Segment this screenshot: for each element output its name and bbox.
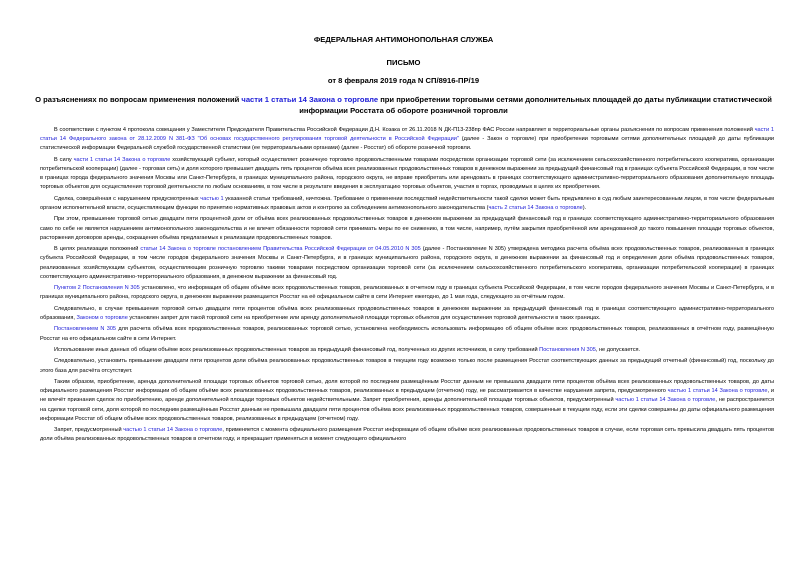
law-reference-link[interactable]: статьи 14 Закона о торговле постановлением Правительства Российской Федерации от 04.05.2010 N 305 <box>140 246 421 253</box>
paragraph-text: В силу <box>54 156 74 163</box>
law-reference-link[interactable]: Постановления N 305 <box>539 346 596 353</box>
paragraph-text: , не допускается. <box>595 346 641 353</box>
body-paragraph <box>40 325 774 343</box>
paragraph-text: установлен запрет для такой торговой сети на приобретение или аренду дополнительной площади торговых объектов для осуществления торговой деятельности в таких границах. <box>127 314 601 321</box>
paragraph-text: , не распространяется на сделки торговой сети, доля которой по последним размещённым Росстат данным не превышала двадцати пяти процентов объёма всех реализованных продовольственных товаров, совершенные в текущем году, если эти сделки совершены до даты официального размещения информации Росстат об общем объёме всех продовольственных товаров, реализованных в предыдущем (отчетном) году. <box>40 397 774 422</box>
law-reference-link[interactable]: Пунктом 2 Постановления N 305 <box>54 285 140 292</box>
law-reference-link[interactable]: частью 1 <box>200 195 224 202</box>
law-reference-link[interactable]: Постановлением N 305 <box>54 326 117 333</box>
law-reference-link[interactable]: части 1 статьи 14 Федерального закона от 28.12.2009 N 381-ФЗ "Об основах государственного регулирования торговой деятельности в Российской Федерации" <box>40 127 774 143</box>
paragraph-text: (далее - Закон о торговле) при приобретении торговыми сетями дополнительных площадей до даты публикации статистической информации Федеральной службой государственной статистики (ее территориальными органами) (далее - Росстат) об обороте розничной торговли. <box>40 136 774 152</box>
paragraph-text: В соответствии с пунктом 4 протокола совещания у Заместителя Председателя Правительства Российской Федерации Д.Н. Козака от 26.11.2018 N ДК-П13-238пр ФАС России направляет в территориальные органы разъяснения по вопросам применения положений <box>54 127 755 133</box>
paragraph-text: В целях реализации положений <box>54 246 141 253</box>
document-date: от 8 февраля 2019 года N СП/8916-ПР/19 <box>327 76 480 85</box>
paragraph-text: установлено, что информация об общем объёме всех продовольственных товаров, реализованных в отчетном году в границах субъекта Российской Федерации, в том числе городов федерального значения Москвы и Санкт-Петербурга, и в границах муниципального района, городского округа, в денежном выражении размещается Росстат на её официальном сайте в сети Интернет ежегодно, до 1 мая года, следующего за отчётным годом. <box>40 285 774 301</box>
paragraph-text: , и не влечёт признания сделок по приобретению, аренде дополнительной площади торговых объектов недействительными. Запрет приобретения, аренды дополнительной площади торговых объектов, предусмотренный <box>40 388 775 404</box>
paragraph-text: для расчета объёма всех продовольственных товаров, реализованных торговой сетью, установлена необходимость использовать информацию об общем объёме всех продовольственных товаров, реализованных в отчётном году, размещённую Росстат на его официальном сайте в сети Интернет. <box>40 326 774 342</box>
body-paragraph <box>40 126 774 154</box>
body-paragraph <box>40 357 774 375</box>
body-paragraph <box>40 346 774 355</box>
agency-name: ФЕДЕРАЛЬНАЯ АНТИМОНОПОЛЬНАЯ СЛУЖБА <box>313 35 494 44</box>
paragraph-text: указанной статьи требований, ничтожна. Требование о применении последствий недействительности такой сделки может быть предъявлено в суд любым заинтересованным лицом, в том числе федеральным органом исполнительной власти, осуществляющим функции по принятию нормативных правовых актов и контролю за соблюдением антимонопольного законодательства ( <box>40 195 774 211</box>
body-paragraph <box>40 426 774 444</box>
paragraph-text: Следовательно, установить превышение двадцати пяти процентов доли объёма реализованных продовольственных товаров в текущем году возможно только после размещения Росстат соответствующих данных за предыдущий отчетный (финансовый) год, поскольку до этого база для расчёта отсутствует. <box>40 358 774 374</box>
paragraph-text: , применяется с момента официального размещения Росстат информации об общем объёме всех реализованных продовольственных товаров в случае, если торговая сеть превысила двадцать пять процентов доли объёма реализованных продовольственных товаров в отчетном году, и прекращает применяться в момент следующего официального <box>40 427 774 443</box>
paragraph-text: Таким образом, приобретение, аренда дополнительной площади торговых объектов торговой сетью, доля которой по последним размещённым Росстат данным не превышала двадцати пяти процентов объёма всех реализованных продовольственных товаров, до даты официального размещения Росстат информации об общем объёме всех реализованных продовольственных товаров, реализованных в предыдущем (отчетном) году, не рассматривается в качестве нарушения запрета, предусмотренного <box>40 378 774 395</box>
paragraph-text: При этом, превышение торговой сетью двадцати пяти процентной доли от объёма всех реализованных продовольственных товаров в денежном выражении за предыдущий финансовый год в границах соответствующего административно-территориального образования само по себе не является нарушением антимонопольного законодательства и не влечет обязанности торговой сети принимать меры по ее снижению, в том числе, например, путём закрытия приобретённой или арендованной до такого повышения площади торговых объектов, расторжения договоров аренды, сокращения объёма предлагаемых к реализации продовольственных товаров. <box>40 216 774 241</box>
paragraph-text: Использование иных данных об общем объёме всех реализованных продовольственных товаров за предыдущий финансовый год, полученных из других источников, в силу требований <box>54 346 540 353</box>
law-reference-link[interactable]: части 1 статьи 14 Закона о торговле <box>73 156 171 163</box>
document-body <box>40 126 774 447</box>
title-text-pre: О разъяснениях по вопросам применения положений <box>35 95 242 104</box>
paragraph-text: Сделка, совершённая с нарушением предусмотренных <box>54 195 201 202</box>
law-reference-link[interactable]: частью 1 статьи 14 Закона о торговле <box>615 397 716 404</box>
body-paragraph <box>40 245 774 282</box>
document-title <box>22 94 785 116</box>
body-paragraph <box>40 378 774 424</box>
law-reference-link[interactable]: частью 1 статьи 14 Закона о торговле <box>123 427 223 434</box>
law-reference-link[interactable]: Законом о торговле <box>76 314 128 321</box>
body-paragraph <box>40 195 774 213</box>
paragraph-text: ). <box>582 205 587 211</box>
law-reference-link[interactable]: часть 2 статьи 14 Закона о торговле <box>488 205 583 211</box>
title-text-post: при приобретении торговыми сетями дополнительных площадей до даты публикации статистической информации Росстата об обороте розничной торговли <box>299 95 772 115</box>
law-reference-link[interactable]: частью 1 статьи 14 Закона о торговле <box>667 388 768 395</box>
body-paragraph <box>40 305 774 323</box>
body-paragraph <box>40 156 774 193</box>
title-law-link[interactable]: части 1 статьи 14 Закона о торговле <box>241 95 379 104</box>
paragraph-text: Следовательно, в случае превышения торговой сетью двадцати пяти процентов объёма всех реализованных продовольственных товаров в денежном выражении за предыдущий финансовый год в границах соответствующего административно-территориального образования, <box>40 305 774 321</box>
paragraph-text: Запрет, предусмотренный <box>54 427 124 434</box>
body-paragraph <box>40 284 774 302</box>
document-type: ПИСЬМО <box>386 58 421 67</box>
paragraph-text: (далее - Постановление N 305) утверждена методика расчета объёма всех продовольственных товаров, реализованных в границах субъекта Российской Федерации, в том числе городов федерального значения Москвы и Санкт-Петербурга, и в границах муниципального района, городского округа, в денежном выражении за финансовый год и определения доли объёма продовольственных товаров, реализованных хозяйствующим субъектом, осуществляющим розничную торговлю такими товарами посредством организации торговой сети (за исключением сельскохозяйственного потребительского кооператива, организации потребительской кооперации) в границах соответствующего административно-территориального образования, в денежном выражении за финансовый год. <box>40 246 774 280</box>
body-paragraph <box>40 215 774 243</box>
paragraph-text: хозяйствующий субъект, который осуществляет розничную торговлю продовольственными товарами посредством организации торговой сети (за исключением сельскохозяйственного потребительского кооператива, организации потребительской кооперации) (далее - торговая сеть) и доля которого превышает двадцать пять процентов объёма всех реализованных продовольственных товаров в денежном выражении за предыдущий финансовый год в границах субъекта Российской Федерации, в том числе в границах города федерального значения Москвы или Санкт-Петербурга, в границах муниципального района, городского округа, не вправе приобретать или арендовать в границах соответствующего административно-территориального образования дополнительную площадь торговых объектов для осуществления торговой деятельности по любым основаниям, в том числе в результате введения в эксплуатацию торговых объектов, участия в торгах, проводимых в целях их приобретения. <box>40 156 774 191</box>
